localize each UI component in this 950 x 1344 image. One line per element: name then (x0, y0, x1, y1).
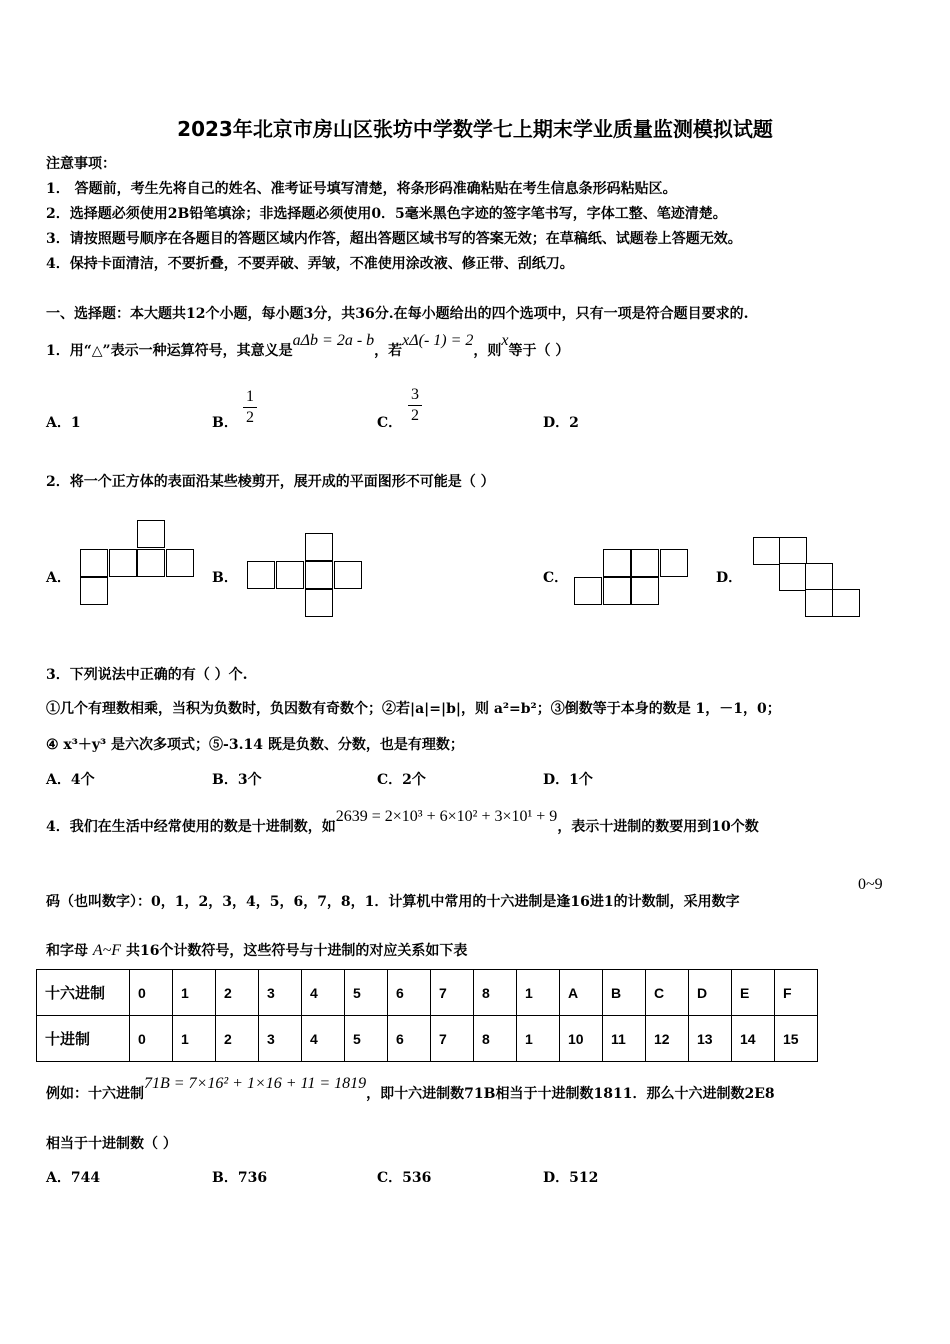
table-cell: D (689, 970, 732, 1016)
q3-statement-line: ④ x³＋y³ 是六次多项式；⑤-3.14 既是负数、分数，也是有理数； (46, 737, 464, 753)
q1-stem-part: 等于（ ） (508, 343, 570, 359)
q2-option-b-label: B． (212, 570, 238, 586)
notice-item: 1． 答题前，考生先将自己的姓名、准考证号填写清楚，将条形码准确粘贴在考生信息条形码粘贴区。 (46, 181, 677, 197)
q4-example-part: ，即十六进制数71B相当于十进制数1811．那么十六进制数2E8 (366, 1086, 775, 1102)
q1-option-a: A．1 (46, 415, 81, 431)
q1-option-c-label: C． (377, 415, 403, 431)
q2-option-d-label: D． (716, 570, 743, 586)
q1-stem-part: ，若 (374, 343, 403, 359)
q1-option-b-label: B． (212, 415, 238, 431)
q4-stem-part: 共16个计数符号，这些符号与十进制的对应关系如下表 (125, 943, 468, 959)
q3-option-b: B．3个 (212, 772, 262, 788)
q1-math-variable: x (501, 332, 509, 349)
section-heading: 一、选择题：本大题共12个小题，每小题3分，共36分.在每小题给出的四个选项中，只有一项是符合题目要求的. (46, 306, 749, 322)
table-cell: 7 (431, 1016, 474, 1062)
table-cell: 1 (517, 1016, 560, 1062)
q4-math-expansion: 2639 = 2×10³ + 6×10² + 3×10¹ + 9 (335, 808, 558, 825)
q3-option-a: A．4个 (46, 772, 95, 788)
notice-heading: 注意事项： (46, 156, 116, 172)
table-row (37, 970, 818, 1016)
notice-item: 3．请按照题号顺序在各题目的答题区域内作答，超出答题区域书写的答案无效；在草稿纸、试题卷上答题无效。 (46, 231, 742, 247)
q3-option-d: D．1个 (543, 772, 593, 788)
q4-stem-part: ，表示十进制的数要用到10个数 (557, 819, 759, 835)
q3-stem: 3．下列说法中正确的有（ ）个. (46, 667, 248, 683)
q4-stem-line2: 码（也叫数字）：0，1，2，3，4，5，6，7，8，1．计算机中常用的十六进制是逢16进1的计数制，采用数字 (46, 894, 740, 910)
table-row-header: 十进制 (37, 1016, 130, 1062)
q4-math-letters: A~F (92, 942, 122, 959)
table-cell: 3 (259, 970, 302, 1016)
table-cell: F (775, 970, 818, 1016)
table-cell: 8 (474, 970, 517, 1016)
q1-math-condition: xΔ(- 1) = 2 (402, 332, 474, 349)
q1-stem-part: ，则 (473, 343, 502, 359)
table-cell: 1 (517, 970, 560, 1016)
q1-stem (46, 332, 570, 360)
q4-option-a: A．744 (46, 1170, 101, 1186)
table-cell: 6 (388, 970, 431, 1016)
q1-stem-part: 1．用“△”表示一种运算符号，其意义是 (46, 343, 293, 359)
q2-option-a-label: A． (46, 570, 71, 586)
q2-option-c-label: C． (543, 570, 569, 586)
table-cell: 3 (259, 1016, 302, 1062)
table-cell: 12 (646, 1016, 689, 1062)
notice-item: 2．选择题必须使用2B铅笔填涂；非选择题必须使用0．5毫米黑色字迹的签字笔书写，字体工整、笔迹清楚。 (46, 206, 727, 222)
table-cell: 0 (130, 1016, 173, 1062)
q3-option-c: C．2个 (377, 772, 426, 788)
q1-option-b-fraction (243, 388, 257, 427)
table-cell: 13 (689, 1016, 732, 1062)
q4-math-digits: 0~9 (858, 876, 883, 893)
q4-example-part: 例如：十六进制 (46, 1086, 144, 1102)
fraction-numerator: 1 (246, 388, 254, 405)
table-cell: 15 (775, 1016, 818, 1062)
table-cell: A (560, 970, 603, 1016)
table-row-header: 十六进制 (37, 970, 130, 1016)
table-cell: 2 (216, 1016, 259, 1062)
table-cell: 4 (302, 970, 345, 1016)
q4-option-b: B．736 (212, 1170, 268, 1186)
table-cell: 1 (173, 970, 216, 1016)
notice-item: 4．保持卡面清洁，不要折叠，不要弄破、弄皱，不准使用涂改液、修正带、刮纸刀。 (46, 256, 574, 272)
fraction-denominator: 2 (411, 407, 419, 424)
table-cell: B (603, 970, 646, 1016)
q4-stem-part: 和字母 (46, 943, 88, 959)
q4-example (46, 1075, 775, 1103)
table-cell: C (646, 970, 689, 1016)
table-cell: 10 (560, 1016, 603, 1062)
table-cell: E (732, 970, 775, 1016)
table-cell: 5 (345, 970, 388, 1016)
fraction-denominator: 2 (246, 409, 254, 426)
q4-stem (46, 808, 759, 836)
q1-option-d: D．2 (543, 415, 579, 431)
page-title: 2023年北京市房山区张坊中学数学七上期末学业质量监测模拟试题 (177, 117, 773, 141)
q1-math-definition: aΔb = 2a - b (292, 332, 375, 349)
table-cell: 5 (345, 1016, 388, 1062)
hex-decimal-table (36, 969, 818, 1062)
q3-statement-line: ①几个有理数相乘，当积为负数时，负因数有奇数个；②若|a|=|b|，则 a²=b²；③倒数等于本身的数是 1，－1，0； (46, 701, 781, 717)
table-cell: 14 (732, 1016, 775, 1062)
q4-stem-line5: 相当于十进制数（ ） (46, 1136, 177, 1152)
table-cell: 7 (431, 970, 474, 1016)
q2-stem: 2．将一个正方体的表面沿某些棱剪开，展开成的平面图形不可能是（ ） (46, 474, 495, 490)
table-cell: 0 (130, 970, 173, 1016)
table-row (37, 1016, 818, 1062)
q4-math-example: 71B = 7×16² + 1×16 + 11 = 1819 (144, 1075, 367, 1092)
q4-stem-line3 (46, 940, 467, 960)
q4-option-c: C．536 (377, 1170, 432, 1186)
q4-stem-part: 4．我们在生活中经常使用的数是十进制数，如 (46, 819, 336, 835)
q1-option-c-fraction (408, 386, 422, 425)
q4-option-d: D．512 (543, 1170, 599, 1186)
table-cell: 1 (173, 1016, 216, 1062)
fraction-numerator: 3 (411, 386, 419, 403)
table-cell: 8 (474, 1016, 517, 1062)
table-cell: 2 (216, 970, 259, 1016)
table-cell: 4 (302, 1016, 345, 1062)
table-cell: 11 (603, 1016, 646, 1062)
table-cell: 6 (388, 1016, 431, 1062)
